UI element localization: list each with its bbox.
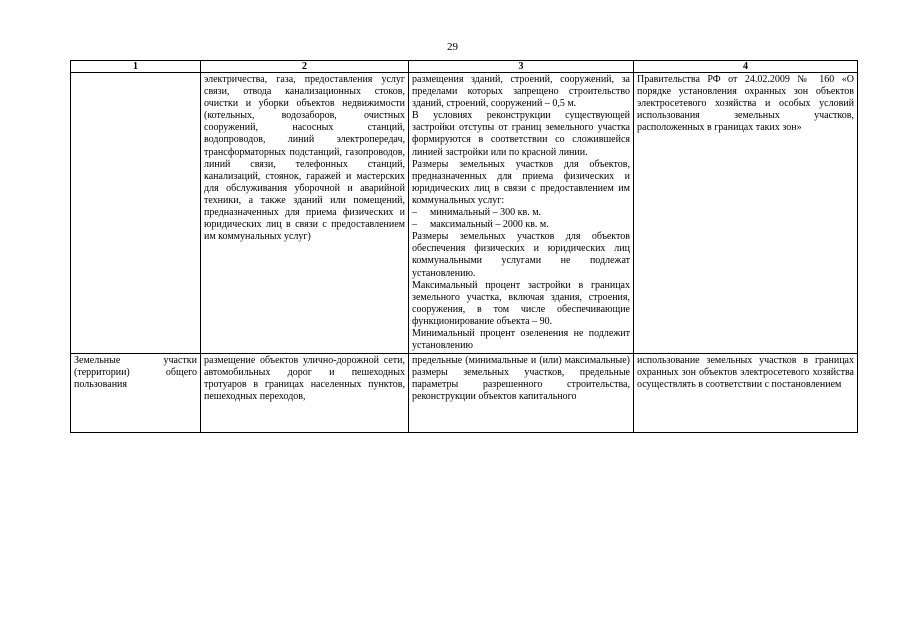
col3-paragraph: В условиях реконструкции существующей застройки отступы от границ земельного участка формируются в соответствии со сложившейся линией застройки или по красной линии. [412,110,630,158]
row2-col1-cell [71,354,201,433]
list-item-text: минимальный – 300 кв. м. [430,207,542,219]
col3-paragraph: размещения зданий, строений, сооружений, за пределами которых запрещено строительство зданий, строений, сооружений – 0,5 м. [412,74,630,110]
col3-paragraph: Минимальный процент озеленения не подлежит установлению [412,327,630,352]
row2-col2-cell [201,354,409,433]
row2-col1-text: Земельные участки (территории) общего пользования [74,355,197,391]
list-item [412,207,630,219]
col3-paragraph: Максимальный процент застройки в границах земельного участка, включая здания, строения, сооружения, в том числе обеспечивающие функционирование объекта – 90. [412,279,630,327]
table-header-row [71,61,858,73]
row1-col4-cell: Правительства РФ от 24.02.2009 № 160 «О порядке установления охранных зон объектов электросетевого хозяйства и особых условий использования земельных участков, расположенных в границах таких зон» [634,73,858,354]
row1-col3-cell [409,73,634,354]
list-item [412,219,630,231]
table-row [71,354,858,433]
row2-col3-cell [409,354,634,433]
column-header-4: 4 [634,61,858,73]
column-header-3: 3 [409,61,634,73]
col3-paragraph: Размеры земельных участков для объектов обеспечения физических и юридических лиц коммунальными услугами не подлежат установлению. [412,231,630,279]
row2-col4-cell [634,354,858,433]
list-item-text: максимальный – 2000 кв. м. [430,219,549,231]
list-dash: – [412,207,417,219]
column-header-2: 2 [201,61,409,73]
page-number: 29 [447,41,458,53]
row1-col2-cell: электричества, газа, предоставления услуг связи, отвода канализационных стоков, очистки и уборки объектов недвижимости (котельных, водозаборов, очистных сооружений, насосных станций, водопроводов, линий электропередач, трансформаторных подстанций, газопроводов, линий связи, телефонных станций, канализаций, стоянок, гаражей и мастерских для обслуживания уборочной и аварийной техники, а также зданий или помещений, предназначенных для приема физических и юридических лиц в связи с предоставлением им коммунальных услуг) [201,73,409,354]
column-header-1: 1 [71,61,201,73]
regulations-table [70,60,858,433]
table-row [71,73,858,354]
row2-col4-text: использование земельных участков в границах охранных зон объектов электросетевого хозяйства осуществлять в соответствии с постановлением [637,355,854,391]
row1-col1-cell [71,73,201,354]
col3-paragraph: Размеры земельных участков для объектов, предназначенных для приема физических и юридических лиц в связи с предоставлением им коммунальных услуг: [412,158,630,206]
row2-col2-text: размещение объектов улично-дорожной сети, автомобильных дорог и пешеходных тротуаров в границах населенных пунктов, пешеходных переходов, [204,355,405,403]
row2-col3-text: предельные (минимальные и (или) максимальные) размеры земельных участков, предельные параметры разрешенного строительства, реконструкции объектов капитального [412,355,630,403]
list-dash: – [412,219,417,231]
